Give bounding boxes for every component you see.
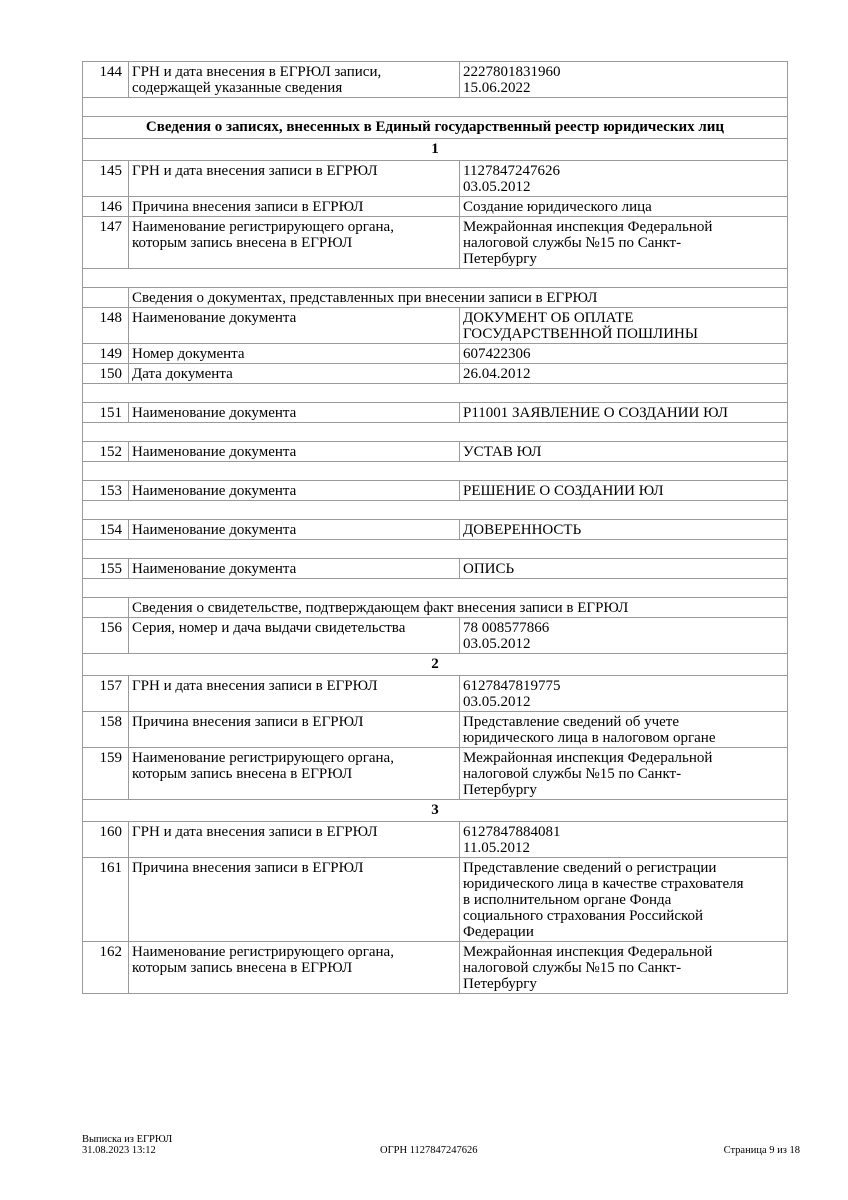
row-number: 144 [83, 62, 129, 98]
table-row [83, 858, 788, 942]
subsection-title: Сведения о свидетельстве, подтверждающем факт внесения записи в ЕГРЮЛ [129, 598, 788, 618]
subsection-title: Сведения о документах, представленных при внесении записи в ЕГРЮЛ [129, 288, 788, 308]
spacer-cell [83, 501, 788, 520]
field-value: 2227801831960 15.06.2022 [460, 62, 788, 98]
spacer-row [83, 579, 788, 598]
field-label: Причина внесения записи в ЕГРЮЛ [129, 197, 460, 217]
field-value: Межрайонная инспекция Федеральной налоговой службы №15 по Санкт- Петербургу [460, 217, 788, 269]
field-value: 6127847819775 03.05.2012 [460, 676, 788, 712]
spacer-cell [83, 269, 788, 288]
field-value: Представление сведений об учете юридического лица в налоговом органе [460, 712, 788, 748]
field-value: Межрайонная инспекция Федеральной налоговой службы №15 по Санкт- Петербургу [460, 748, 788, 800]
row-number: 157 [83, 676, 129, 712]
field-value: ДОВЕРЕННОСТЬ [460, 520, 788, 540]
field-value: 6127847884081 11.05.2012 [460, 822, 788, 858]
field-label: ГРН и дата внесения записи в ЕГРЮЛ [129, 676, 460, 712]
footer-ogrn: ОГРН 1127847247626 [380, 1145, 478, 1156]
spacer-row [83, 98, 788, 117]
row-number: 152 [83, 442, 129, 462]
spacer-cell [83, 423, 788, 442]
footer-page-number: Страница 9 из 18 [723, 1145, 800, 1156]
field-label: ГРН и дата внесения записи в ЕГРЮЛ [129, 822, 460, 858]
field-label: Серия, номер и дача выдачи свидетельства [129, 618, 460, 654]
table-row [83, 442, 788, 462]
subsection-row [83, 288, 788, 308]
field-value: 607422306 [460, 344, 788, 364]
section-title: 2 [83, 654, 788, 676]
spacer-row [83, 501, 788, 520]
spacer-row [83, 423, 788, 442]
section-title-row [83, 139, 788, 161]
field-label: ГРН и дата внесения в ЕГРЮЛ записи, содержащей указанные сведения [129, 62, 460, 98]
table-row [83, 712, 788, 748]
spacer-row [83, 462, 788, 481]
row-number: 148 [83, 308, 129, 344]
row-number: 145 [83, 161, 129, 197]
table-row [83, 62, 788, 98]
field-value: ОПИСЬ [460, 559, 788, 579]
field-label: Наименование регистрирующего органа, которым запись внесена в ЕГРЮЛ [129, 942, 460, 994]
field-label: Наименование документа [129, 308, 460, 344]
field-value: ДОКУМЕНТ ОБ ОПЛАТЕ ГОСУДАРСТВЕННОЙ ПОШЛИНЫ [460, 308, 788, 344]
spacer-row [83, 540, 788, 559]
field-label: Наименование документа [129, 403, 460, 423]
field-label: Причина внесения записи в ЕГРЮЛ [129, 712, 460, 748]
table-row [83, 364, 788, 384]
field-value: Представление сведений о регистрации юридического лица в качестве страхователя в исполнительном органе Фонда социального страхования Российской Федерации [460, 858, 788, 942]
field-label: Наименование документа [129, 559, 460, 579]
row-number: 151 [83, 403, 129, 423]
spacer-cell [83, 579, 788, 598]
spacer-cell [83, 98, 788, 117]
spacer-cell [83, 540, 788, 559]
field-value: Создание юридического лица [460, 197, 788, 217]
field-label: Наименование документа [129, 520, 460, 540]
field-value: 1127847247626 03.05.2012 [460, 161, 788, 197]
row-number: 149 [83, 344, 129, 364]
row-number: 158 [83, 712, 129, 748]
table-row [83, 748, 788, 800]
row-number: 159 [83, 748, 129, 800]
spacer-row [83, 384, 788, 403]
table-row [83, 197, 788, 217]
field-value: Р11001 ЗАЯВЛЕНИЕ О СОЗДАНИИ ЮЛ [460, 403, 788, 423]
table-row [83, 403, 788, 423]
egrul-extract-table [82, 61, 788, 994]
row-number: 147 [83, 217, 129, 269]
field-value: УСТАВ ЮЛ [460, 442, 788, 462]
spacer-cell [83, 384, 788, 403]
section-title-row [83, 800, 788, 822]
table-body [83, 62, 788, 994]
section-title-row [83, 654, 788, 676]
section-title: Сведения о записях, внесенных в Единый государственный реестр юридических лиц [83, 117, 788, 139]
field-label: Причина внесения записи в ЕГРЮЛ [129, 858, 460, 942]
footer-document-info: Выписка из ЕГРЮЛ 31.08.2023 13:12 [82, 1134, 173, 1156]
spacer-row [83, 269, 788, 288]
row-number: 146 [83, 197, 129, 217]
row-number: 160 [83, 822, 129, 858]
section-title: 1 [83, 139, 788, 161]
field-label: Наименование документа [129, 442, 460, 462]
spacer-cell [83, 462, 788, 481]
field-value: 26.04.2012 [460, 364, 788, 384]
field-value: Межрайонная инспекция Федеральной налоговой службы №15 по Санкт- Петербургу [460, 942, 788, 994]
row-number: 161 [83, 858, 129, 942]
row-number: 150 [83, 364, 129, 384]
row-number: 155 [83, 559, 129, 579]
field-value: 78 008577866 03.05.2012 [460, 618, 788, 654]
table-row [83, 618, 788, 654]
table-row [83, 481, 788, 501]
field-label: ГРН и дата внесения записи в ЕГРЮЛ [129, 161, 460, 197]
section-title-row [83, 117, 788, 139]
empty-cell [83, 288, 129, 308]
row-number: 156 [83, 618, 129, 654]
table-row [83, 822, 788, 858]
subsection-row [83, 598, 788, 618]
field-value: РЕШЕНИЕ О СОЗДАНИИ ЮЛ [460, 481, 788, 501]
table-row [83, 942, 788, 994]
field-label: Наименование регистрирующего органа, которым запись внесена в ЕГРЮЛ [129, 748, 460, 800]
row-number: 153 [83, 481, 129, 501]
table-row [83, 559, 788, 579]
table-row [83, 676, 788, 712]
row-number: 162 [83, 942, 129, 994]
field-label: Наименование документа [129, 481, 460, 501]
table-row [83, 217, 788, 269]
table-row [83, 161, 788, 197]
table-row [83, 520, 788, 540]
empty-cell [83, 598, 129, 618]
field-label: Номер документа [129, 344, 460, 364]
section-title: 3 [83, 800, 788, 822]
table-row [83, 308, 788, 344]
field-label: Наименование регистрирующего органа, которым запись внесена в ЕГРЮЛ [129, 217, 460, 269]
field-label: Дата документа [129, 364, 460, 384]
row-number: 154 [83, 520, 129, 540]
table-row [83, 344, 788, 364]
